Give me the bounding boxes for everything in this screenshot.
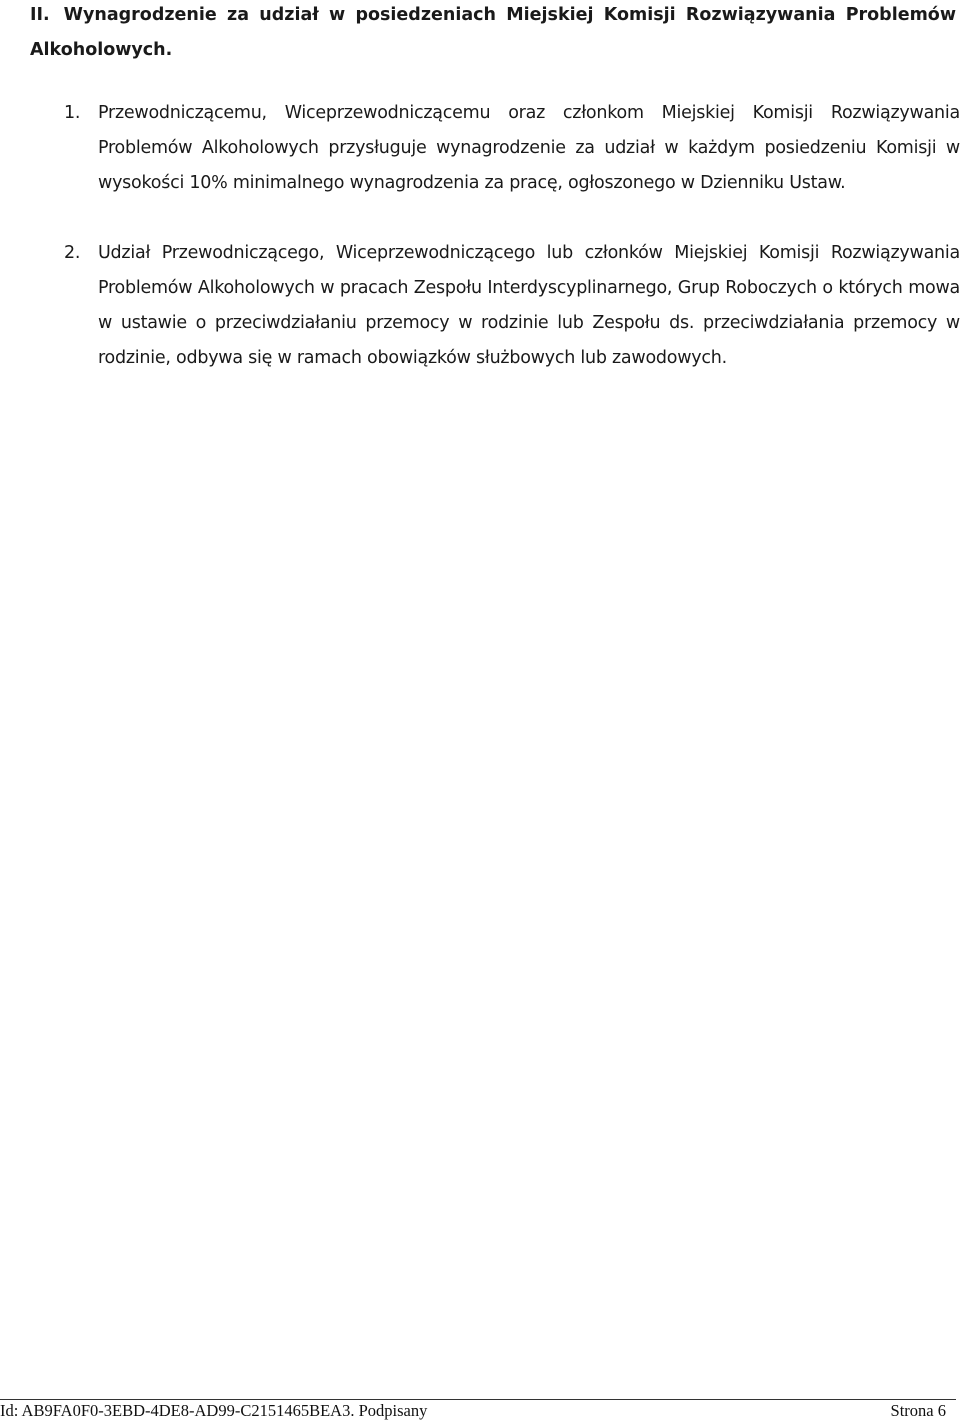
section-title: Wynagrodzenie za udział w posiedzeniach Miejskiej Komisji Rozwiązywania Problemów Alkoholowych. bbox=[30, 5, 956, 60]
page-number: Strona 6 bbox=[890, 1401, 946, 1420]
paragraph-2-text: Udział Przewodniczącego, Wiceprzewodniczącego lub członków Miejskiej Komisji Rozwiązywania Problemów Alkoholowych w pracach Zespołu Interdyscyplinarnego, Grup Roboczych o których mowa w ustawie o przeciwdziałaniu przemocy w rodzinie lub Zespołu ds. przeciwdziałania przemocy w rodzinie, odbywa się w ramach obowiązków służbowych lub zawodowych. bbox=[98, 243, 960, 368]
page-footer bbox=[0, 1399, 956, 1421]
section-heading bbox=[30, 0, 956, 68]
document-id: Id: AB9FA0F0-3EBD-4DE8-AD99-C2151465BEA3. Podpisany bbox=[0, 1401, 428, 1420]
paragraph-1-text: Przewodniczącemu, Wiceprzewodniczącemu oraz członkom Miejskiej Komisji Rozwiązywania Problemów Alkoholowych przysługuje wynagrodzenie za udział w każdym posiedzeniu Komisji w wysokości 10% minimalnego wynagrodzenia za pracę, ogłoszonego w Dzienniku Ustaw. bbox=[98, 103, 960, 193]
paragraph-1-number: 1. bbox=[64, 103, 81, 123]
paragraph-2-number: 2. bbox=[64, 243, 81, 263]
paragraph-1 bbox=[64, 96, 960, 201]
paragraph-2 bbox=[64, 236, 960, 376]
section-number: II. bbox=[30, 5, 50, 25]
